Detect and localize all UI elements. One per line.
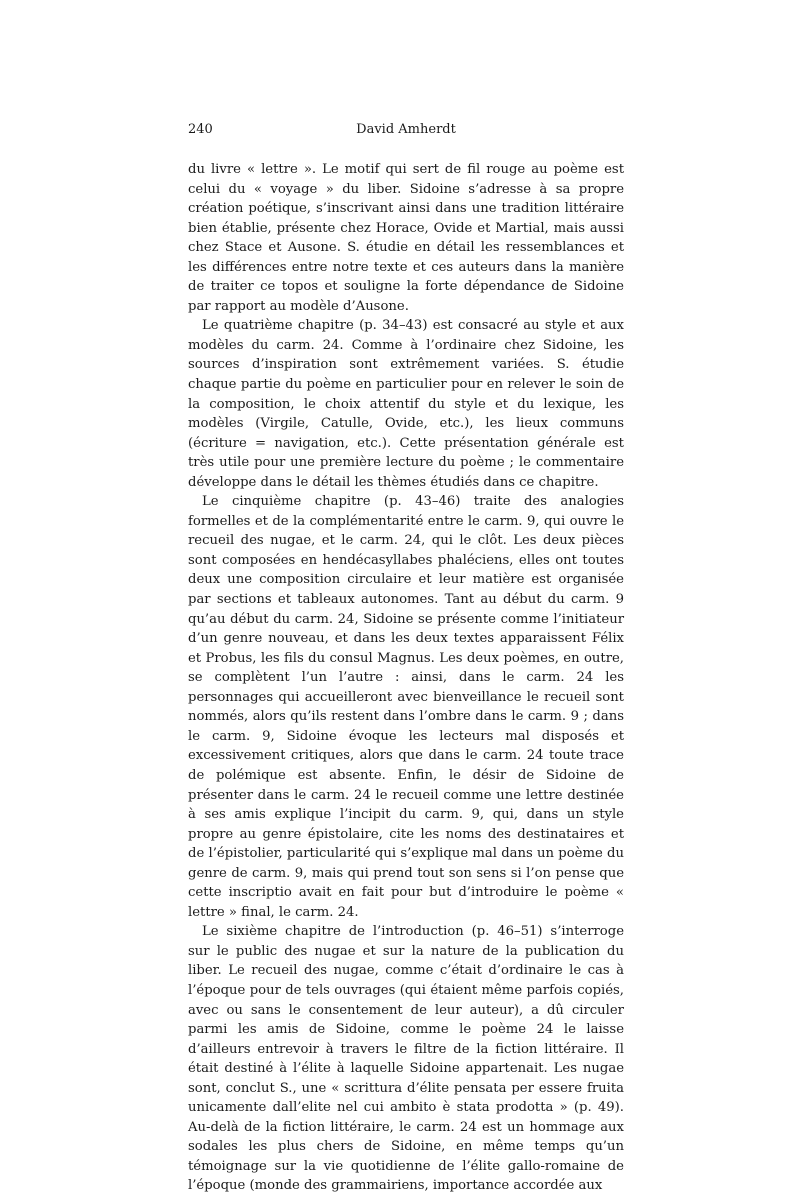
paragraph-2: Le quatrième chapitre (p. 34–43) est consacré au style et aux modèles du carm. 24. Comme à l’ordinaire chez Sidoine, les sources d’inspiration sont extrêmement variées. S. étudie chaque partie du poème en particulier pour en relever le soin de la composition, le choix attentif du style et du lexique, les modèles (Virgile, Catulle, Ovide, etc.), les lieux communs (écriture = navigation, etc.). Cette présentation générale est très utile pour une première lecture du poème ; le commentaire développe dans le détail les thèmes étudiés dans ce chapitre.: [188, 318, 624, 490]
paragraph-3: Le cinquième chapitre (p. 43–46) traite des analogies formelles et de la complémentarité entre le carm. 9, qui ouvre le recueil des nugae, et le carm. 24, qui le clôt. Les deux pièces sont composées en hendécasyllabes phaléciens, elles ont toutes deux une composition circulaire et leur matière est organisée par sections et tableaux autonomes. Tant au début du carm. 9 qu’au début du carm. 24, Sidoine se présente comme l’initiateur d’un genre nouveau, et dans les deux textes apparaissent Félix et Probus, les fils du consul Magnus. Les deux poèmes, en outre, se complètent l’un l’autre : ainsi, dans le carm. 24 les personnages qui accueilleront avec bienveillance le recueil sont nommés, alors qu’ils restent dans l’ombre dans le carm. 9 ; dans le carm. 9, Sidoine évoque les lecteurs mal disposés et excessivement critiques, alors que dans le carm. 24 toute trace de polémique est absente. Enfin, le désir de Sidoine de présenter dans le carm. 24 le recueil comme une lettre destinée à ses amis explique l’incipit du carm. 9, qui, dans un style propre au genre épistolaire, cite les noms des destinataires et de l’épistolier, particularité qui s’explique mal dans un poème du genre de carm. 9, mais qui prend tout son sens si l’on pense que cette inscriptio avait en fait pour but d’introduire le poème « lettre » final, le carm. 24.: [188, 494, 624, 920]
paragraph-4: Le sixième chapitre de l’introduction (p. 46–51) s’interroge sur le public des nugae et sur la nature de la publication du liber. Le recueil des nugae, comme c’était d’ordinaire le cas à l’époque pour de tels ouvrages (qui étaient même parfois copiés, avec ou sans le consentement de leur auteur), a dû circuler parmi les amis de Sidoine, comme le poème 24 le laisse d’ailleurs entrevoir à travers le filtre de la fiction littéraire. Il était destiné à l’élite à laquelle Sidoine appartenait. Les nugae sont, conclut S., une « scrittura d’élite pensata per essere fruita unicamente dall’elite nel cui ambito è stata prodotta » (p. 49). Au-delà de la fiction littéraire, le carm. 24 est un hommage aux sodales les plus chers de Sidoine, en même temps qu’un témoignage sur la vie quotidienne de l’élite gallo-romaine de l’époque (monde des grammairiens, importance accordée aux: [188, 924, 624, 1194]
body-text: [188, 160, 624, 1196]
paragraph-1: du livre « lettre ». Le motif qui sert de fil rouge au poème est celui du « voyage » du liber. Sidoine s’adresse à sa propre création poétique, s’inscrivant ainsi dans une tradition littéraire bien établie, présente chez Horace, Ovide et Martial, mais aussi chez Stace et Ausone. S. étudie en détail les ressemblances et les différences entre notre texte et ces auteurs dans la manière de traiter ce topos et souligne la forte dépendance de Sidoine par rapport au modèle d’Ausone.: [188, 162, 624, 314]
page-header: [188, 120, 624, 140]
page-number: 240: [188, 122, 213, 137]
running-head: David Amherdt: [356, 122, 456, 137]
